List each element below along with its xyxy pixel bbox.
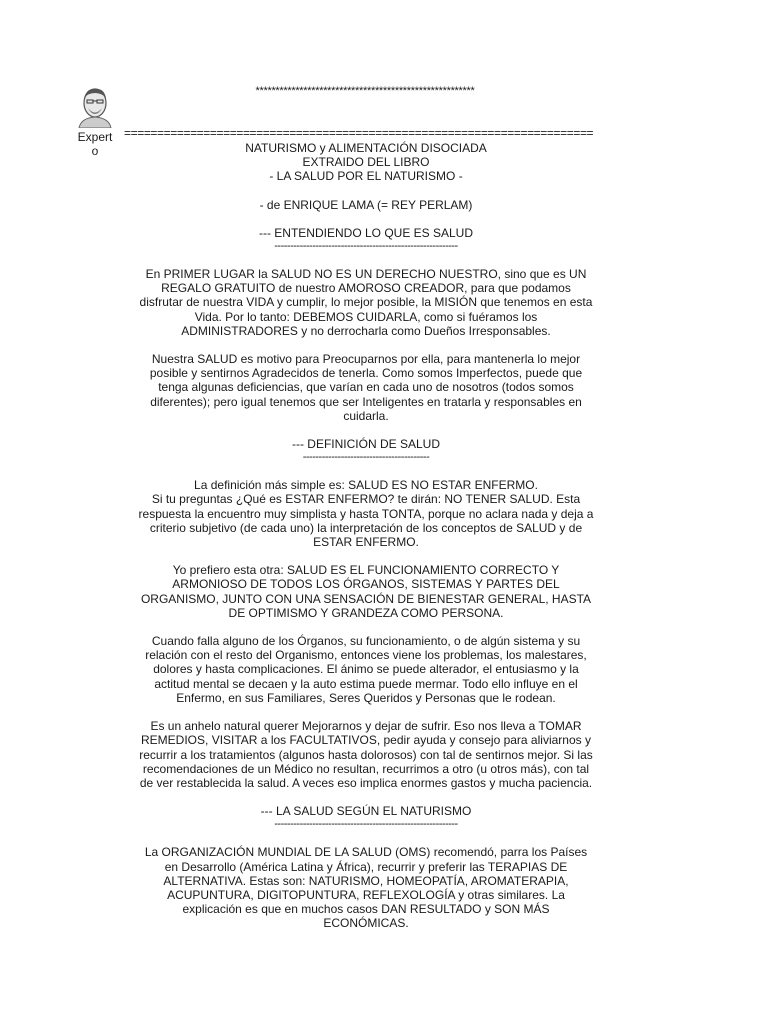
section-underline: ----------------------------------------: [302, 451, 430, 464]
paragraph: En PRIMER LUGAR la SALUD NO ES UN DERECHO NUESTRO, sino que es UN REGALO GRATUITO de nuestro AMOROSO CREADOR, para que podamos disfrutar de nuestra VIDA y cumplir, lo mejor posible, la MISIÓN que tenemos en esta Vida. Por lo tanto: DEBEMOS CUIDARLA, como si fuéramos los ADMINISTRADORES y no derrocharla como Dueños Irresponsables.: [139, 267, 593, 338]
section-underline: ----------------------------------------------------------: [274, 240, 458, 253]
paragraph: Yo prefiero esta otra: SALUD ES EL FUNCIONAMIENTO CORRECTO Y ARMONIOSO DE TODOS LOS ÓRGANOS, SISTEMAS Y PARTES DEL ORGANISMO, JUNTO CON UNA SENSACIÓN DE BIENESTAR GENERAL, HASTA DE OPTIMISMO Y GRANDEZA COMO PERSONA.: [140, 563, 592, 620]
paragraph: La definición más simple es: SALUD ES NO ESTAR ENFERMO. Si tu preguntas ¿Qué es ESTAR ENFERMO? te dirán: NO TENER SALUD. Esta respuesta la encuentro muy simplista y hasta TONTA, porque no aclara nada y deja a criterio subjetivo (de cada uno) la interpretación de los conceptos de SALUD y de ESTAR ENFERMO.: [138, 478, 594, 550]
title-line-2: EXTRAIDO DEL LIBRO: [302, 155, 430, 170]
avatar-face-icon: [75, 86, 115, 128]
author-line: - de ENRIQUE LAMA (= REY PERLAM): [259, 197, 473, 212]
title-line-1: NATURISMO y ALIMENTACIÓN DISOCIADA: [245, 141, 487, 155]
avatar-label: Expert o: [77, 130, 113, 158]
paragraph: Es un anhelo natural querer Mejorarnos y dejar de sufrir. Eso nos lleva a TOMAR REMEDIOS, VISITAR a los FACULTATIVOS, pedir ayuda y consejo para aliviarnos y recurrir a los tratamientos (algunos hasta dolorosos) con tal de sentirnos mejor. Si las recomendaciones de un Médico no resultan, recurrimos a otro (u otros más), con tal de ver restablecida la salud. A veces eso implica enormes gastos y mucha paciencia.: [139, 719, 593, 790]
equals-separator: =======================================================================: [124, 126, 594, 140]
stars-separator: *******************************************************: [255, 85, 475, 97]
paragraph: Cuando falla alguno de los Órganos, su funcionamiento, o de algún sistema y su relación con el resto del Organismo, entonces viene los problemas, los malestares, dolores y hasta complicaciones. El ánimo se puede alterador, el entusiasmo y la actitud mental se decaen y la auto estima puede mermar. Todo ello influye en el Enfermo, en sus Familiares, Seres Queridos y Personas que le rodean.: [145, 634, 587, 705]
section-heading: --- DEFINICIÓN DE SALUD: [291, 437, 440, 452]
section-heading: --- LA SALUD SEGÚN EL NATURISMO: [260, 804, 472, 819]
section-underline: ----------------------------------------------------------: [274, 818, 458, 831]
section-heading: --- ENTENDIENDO LO QUE ES SALUD: [258, 225, 474, 240]
paragraph: La ORGANIZACIÓN MUNDIAL DE LA SALUD (OMS) recomendó, parra los Países en Desarrollo (América Latina y África), recurrir y preferir las TERAPIAS DE ALTERNATIVA. Estas son: NATURISMO, HOMEOPATÍA, AROMATERAPIA, ACUPUNTURA, DIGITOPUNTURA, REFLEXOLOGÍA y otras similares. La explicación es que en muchos casos DAN RESULTADO y SON MÁS ECONÓMICAS.: [144, 845, 588, 931]
avatar: [72, 86, 118, 128]
title-line-3: - LA SALUD POR EL NATURISMO -: [269, 169, 463, 184]
paragraph: Nuestra SALUD es motivo para Preocuparnos por ella, para mantenerla lo mejor posible y sentirnos Agradecidos de tenerla. Como somos Imperfectos, puede que tenga algunas deficiencias, que varían en cada uno de nosotros (todos somos diferentes); pero igual tenemos que ser Inteligentes en tratarla y responsables en cuidarla.: [149, 352, 583, 423]
article-body: [118, 141, 614, 931]
